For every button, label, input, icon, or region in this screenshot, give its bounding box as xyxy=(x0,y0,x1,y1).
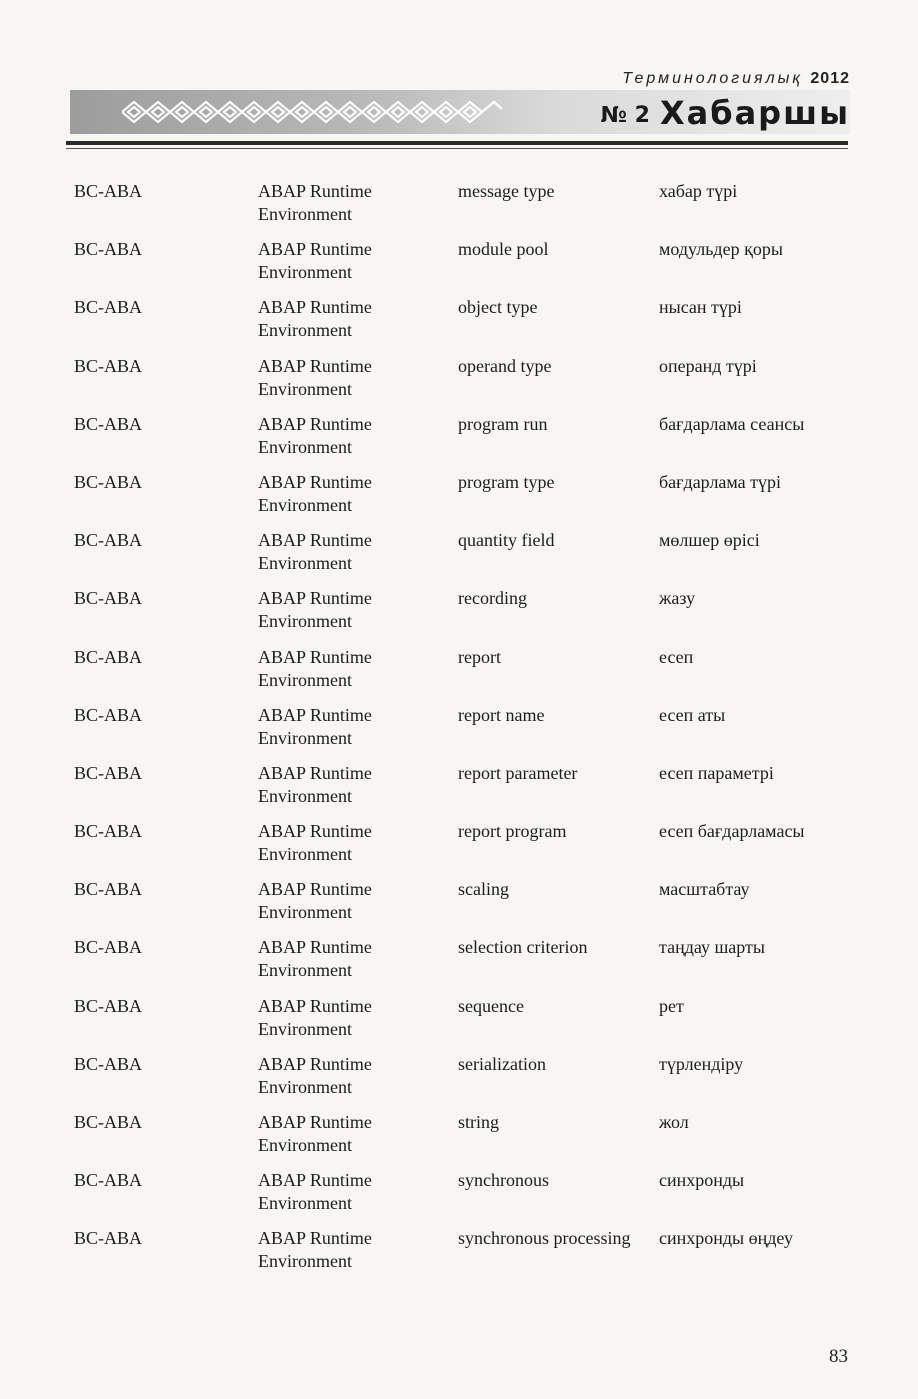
english-term-cell: synchronous xyxy=(458,1170,549,1191)
header-banner xyxy=(70,90,850,134)
table-row xyxy=(74,180,854,238)
english-term-cell: report program xyxy=(458,821,567,842)
code-cell: BC-ABA xyxy=(74,355,143,376)
table-row xyxy=(74,587,854,645)
issue-word: Хабаршы xyxy=(659,94,850,132)
english-term-cell: report name xyxy=(458,704,545,725)
english-term-cell: message type xyxy=(458,181,555,201)
english-term-cell: quantity field xyxy=(458,530,555,551)
subject-area-cell: ABAP Runtime Environment xyxy=(258,646,372,690)
kazakh-term-cell: операнд түрі xyxy=(659,355,757,376)
kazakh-term-cell: синхронды өңдеу xyxy=(659,1228,793,1249)
table-row xyxy=(74,646,854,704)
english-term-cell: recording xyxy=(458,588,527,609)
kazakh-term-cell: модульдер қоры xyxy=(659,239,783,260)
subject-area-cell: ABAP Runtime Environment xyxy=(258,704,372,748)
kazakh-term-cell: есеп аты xyxy=(659,704,726,725)
table-row xyxy=(74,1169,854,1227)
english-term-cell: selection criterion xyxy=(458,937,588,958)
header-rule-thick xyxy=(66,141,848,145)
english-term-cell: operand type xyxy=(458,355,552,376)
subject-area-cell: ABAP Runtime Environment xyxy=(258,355,372,399)
ornament-icon xyxy=(122,98,502,126)
table-row xyxy=(74,820,854,878)
table-row xyxy=(74,878,854,936)
page-number: 83 xyxy=(829,1346,848,1367)
code-cell: BC-ABA xyxy=(74,297,143,318)
code-cell: BC-ABA xyxy=(74,821,143,842)
table-row xyxy=(74,238,854,296)
kazakh-term-cell: масштабтау xyxy=(659,879,750,900)
code-cell: BC-ABA xyxy=(74,762,143,783)
english-term-cell: sequence xyxy=(458,995,524,1016)
subject-area-cell: ABAP Runtime Environment xyxy=(258,762,372,806)
kazakh-term-cell: нысан түрі xyxy=(659,297,742,318)
table-row xyxy=(74,995,854,1053)
english-term-cell: report parameter xyxy=(458,762,578,783)
code-cell: BC-ABA xyxy=(74,1053,143,1074)
table-row xyxy=(74,355,854,413)
kazakh-term-cell: бағдарлама түрі xyxy=(659,471,782,492)
subject-area-cell: ABAP Runtime Environment xyxy=(258,530,372,574)
code-cell: BC-ABA xyxy=(74,1170,143,1191)
table-row xyxy=(74,1111,854,1169)
table-row xyxy=(74,1227,854,1285)
subject-area-cell: ABAP Runtime Environment xyxy=(258,239,372,283)
kazakh-term-cell: жол xyxy=(659,1112,689,1132)
table-row xyxy=(74,936,854,994)
kazakh-term-cell: есеп параметрі xyxy=(659,762,774,783)
code-cell: BC-ABA xyxy=(74,181,143,201)
subject-area-cell: ABAP Runtime Environment xyxy=(258,297,372,341)
journal-name: Терминологиялық xyxy=(622,70,803,87)
journal-running-title xyxy=(622,70,850,88)
subject-area-cell: ABAP Runtime Environment xyxy=(258,1170,372,1214)
kazakh-term-cell: түрлендіру xyxy=(659,1053,744,1074)
english-term-cell: module pool xyxy=(458,239,549,260)
code-cell: BC-ABA xyxy=(74,1112,143,1132)
kazakh-term-cell: жазу xyxy=(659,588,696,609)
table-row xyxy=(74,1053,854,1111)
english-term-cell: program type xyxy=(458,471,555,492)
code-cell: BC-ABA xyxy=(74,646,143,667)
subject-area-cell: ABAP Runtime Environment xyxy=(258,181,372,224)
code-cell: BC-ABA xyxy=(74,471,143,492)
code-cell: BC-ABA xyxy=(74,879,143,900)
english-term-cell: scaling xyxy=(458,879,509,900)
kazakh-term-cell: рет xyxy=(659,995,684,1016)
english-term-cell: program run xyxy=(458,413,548,434)
code-cell: BC-ABA xyxy=(74,937,143,958)
kazakh-term-cell: бағдарлама сеансы xyxy=(659,413,805,434)
table-row xyxy=(74,529,854,587)
english-term-cell: string xyxy=(458,1112,500,1132)
subject-area-cell: ABAP Runtime Environment xyxy=(258,588,372,632)
code-cell: BC-ABA xyxy=(74,588,143,609)
kazakh-term-cell: есеп бағдарламасы xyxy=(659,821,805,842)
issue-title xyxy=(601,94,850,132)
table-row xyxy=(74,413,854,471)
code-cell: BC-ABA xyxy=(74,413,143,434)
english-term-cell: object type xyxy=(458,297,538,318)
terminology-table xyxy=(74,180,854,1286)
subject-area-cell: ABAP Runtime Environment xyxy=(258,471,372,515)
subject-area-cell: ABAP Runtime Environment xyxy=(258,879,372,923)
kazakh-term-cell: есеп xyxy=(659,646,694,667)
english-term-cell: serialization xyxy=(458,1053,546,1074)
kazakh-term-cell: хабар түрі xyxy=(659,181,738,201)
table-row xyxy=(74,296,854,354)
english-term-cell: report xyxy=(458,646,501,667)
journal-year: 2012 xyxy=(810,70,850,87)
subject-area-cell: ABAP Runtime Environment xyxy=(258,413,372,457)
table-row xyxy=(74,471,854,529)
code-cell: BC-ABA xyxy=(74,704,143,725)
subject-area-cell: ABAP Runtime Environment xyxy=(258,821,372,865)
header-rule-thin xyxy=(66,148,848,149)
code-cell: BC-ABA xyxy=(74,530,143,551)
subject-area-cell: ABAP Runtime Environment xyxy=(258,1228,372,1272)
subject-area-cell: ABAP Runtime Environment xyxy=(258,1112,372,1155)
subject-area-cell: ABAP Runtime Environment xyxy=(258,995,372,1039)
issue-number: № 2 xyxy=(600,103,650,128)
code-cell: BC-ABA xyxy=(74,995,143,1016)
code-cell: BC-ABA xyxy=(74,239,143,260)
table-row xyxy=(74,704,854,762)
subject-area-cell: ABAP Runtime Environment xyxy=(258,1053,372,1097)
table-row xyxy=(74,762,854,820)
kazakh-term-cell: синхронды xyxy=(659,1170,745,1191)
kazakh-term-cell: мөлшер өрісі xyxy=(659,530,760,551)
english-term-cell: synchronous processing xyxy=(458,1228,631,1249)
kazakh-term-cell: таңдау шарты xyxy=(659,937,766,958)
subject-area-cell: ABAP Runtime Environment xyxy=(258,937,372,981)
code-cell: BC-ABA xyxy=(74,1228,143,1249)
